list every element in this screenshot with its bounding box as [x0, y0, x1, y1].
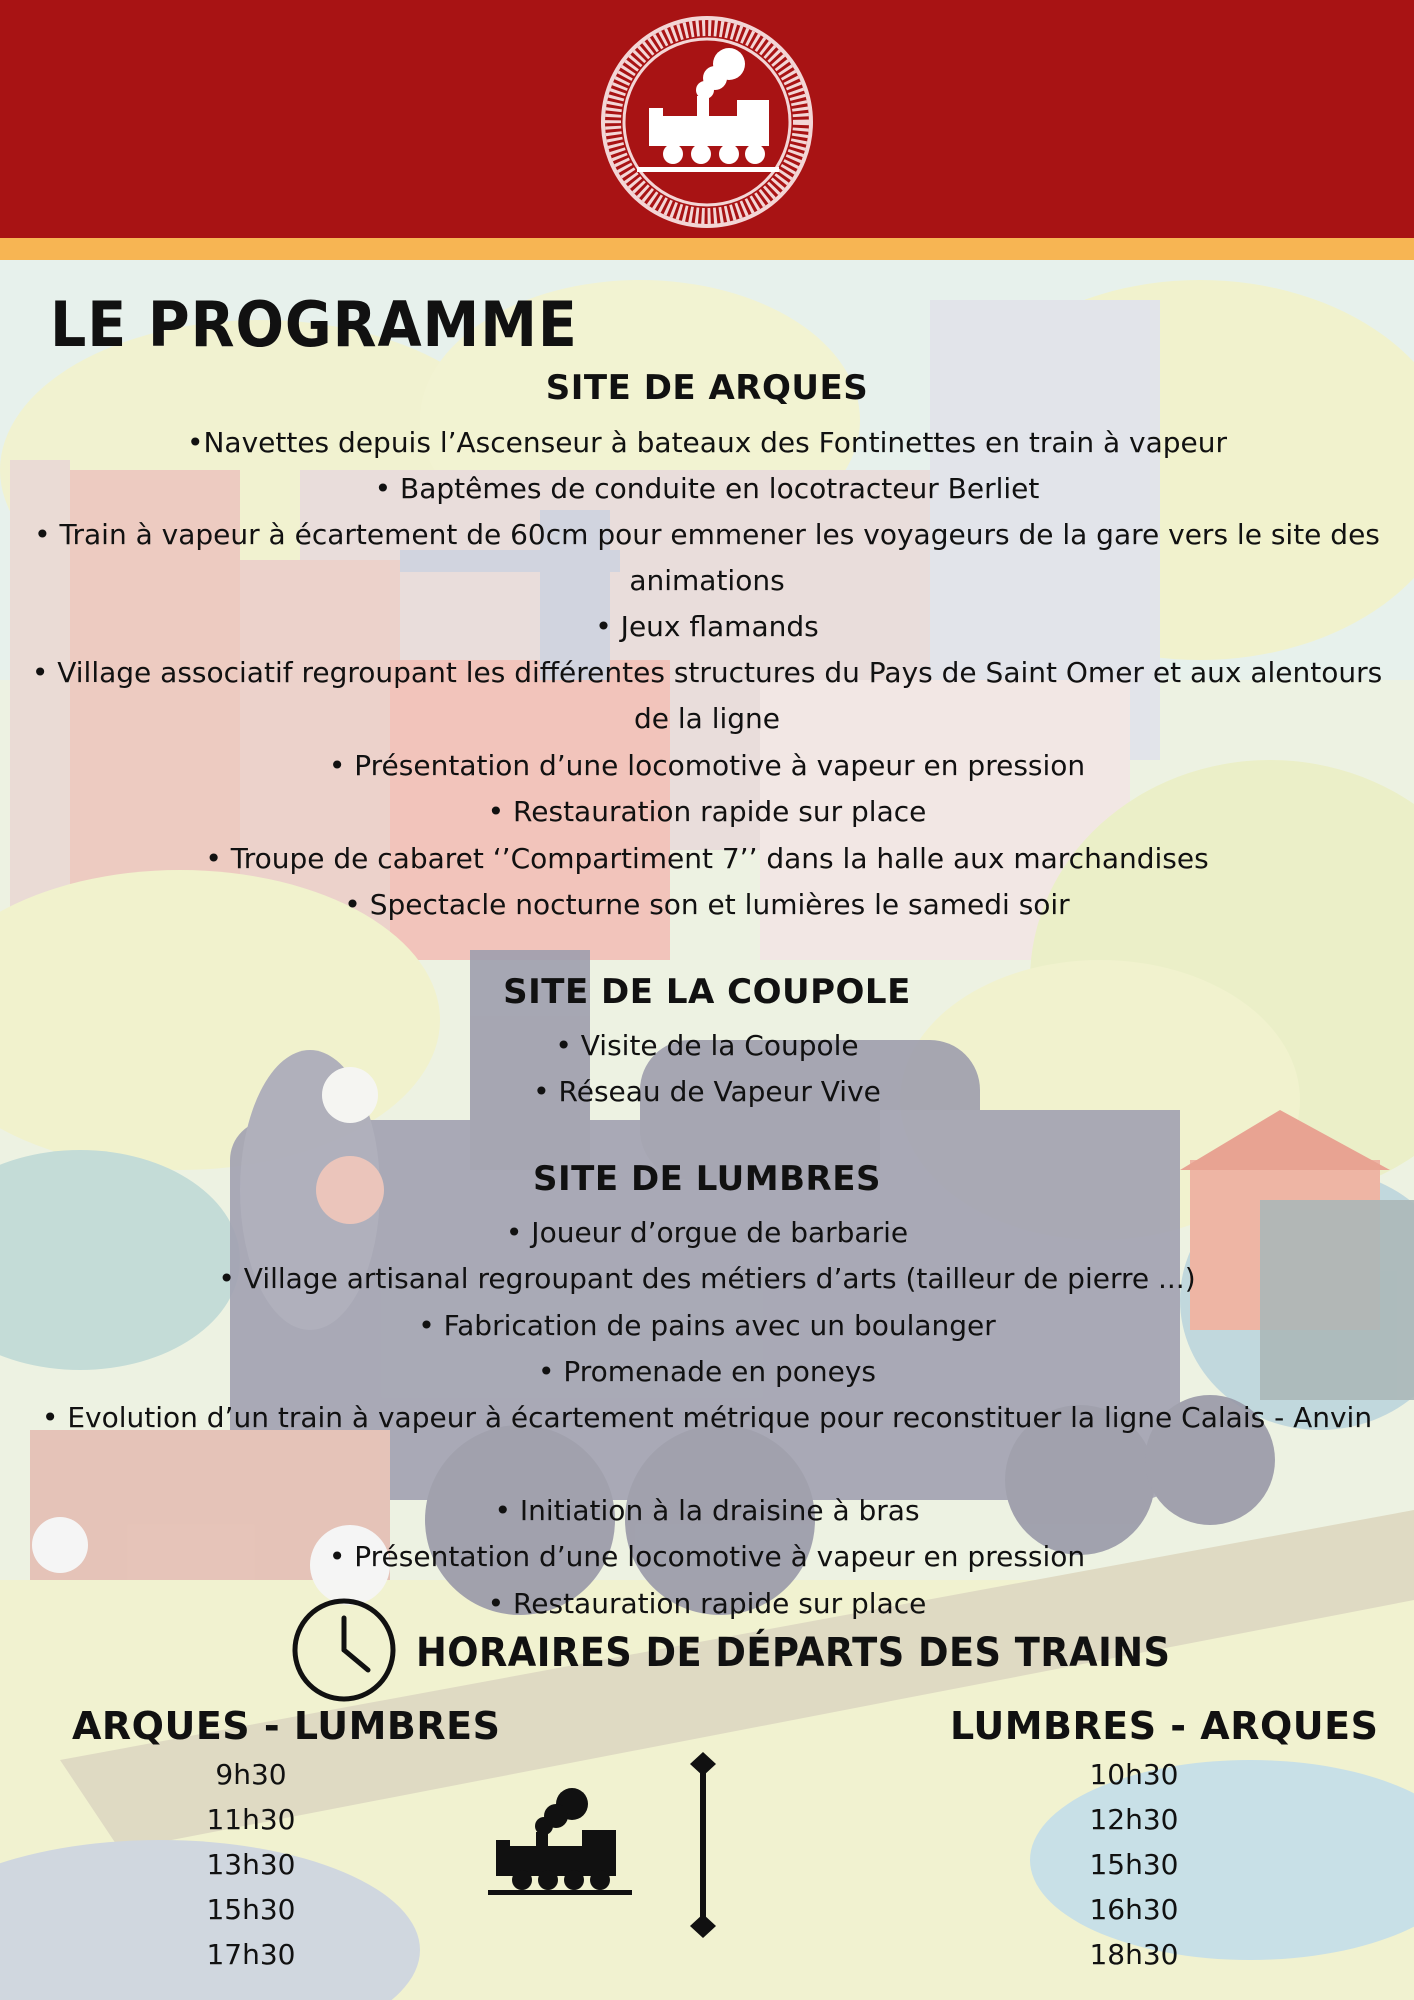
departure-time: 10h30 [1089, 1758, 1179, 1791]
departure-time: 18h30 [1089, 1938, 1179, 1971]
list-item: • Présentation d’une locomotive à vapeur en pression [328, 749, 1086, 782]
schedule-title: HORAIRES DE DÉPARTS DES TRAINS [416, 1630, 1171, 1676]
list-item: • Fabrication de pains avec un boulanger [418, 1309, 996, 1342]
list-item: • Jeux flamands [595, 610, 819, 643]
page-title: LE PROGRAMME [50, 288, 578, 361]
departure-time: 12h30 [1089, 1803, 1179, 1836]
steam-train-icon [486, 1786, 636, 1896]
list-item: • Joueur d’orgue de barbarie [505, 1216, 909, 1249]
list-item: • Restauration rapide sur place [487, 795, 927, 828]
departure-time: 9h30 [215, 1758, 287, 1791]
list-item: • Spectacle nocturne son et lumières le samedi soir [344, 888, 1070, 921]
list-item: • Réseau de Vapeur Vive [533, 1075, 881, 1108]
list-item: • Evolution d’un train à vapeur à écartement métrique pour reconstituer la ligne Calais - Anvin [41, 1401, 1373, 1434]
departure-time: 16h30 [1089, 1893, 1179, 1926]
list-item: • Train à vapeur à écartement de 60cm pour emmener les voyageurs de la gare vers le site des animations [34, 518, 1380, 597]
site-heading-arques: SITE DE ARQUES [545, 368, 869, 408]
list-item: • Village artisanal regroupant des métiers d’arts (tailleur de pierre ...) [218, 1262, 1196, 1295]
times-arques-lumbres [171, 1752, 331, 1977]
times-lumbres-arques [1054, 1752, 1214, 1977]
departure-time: 15h30 [206, 1893, 296, 1926]
list-item: • Visite de la Coupole [555, 1029, 859, 1062]
list-item: • Présentation d’une locomotive à vapeur en pression [328, 1540, 1086, 1573]
list-item: • Baptêmes de conduite en locotracteur Berliet [374, 472, 1040, 505]
list-item: • Restauration rapide sur place [487, 1587, 927, 1620]
list-item: • Troupe de cabaret ‘’Compartiment 7’’ dans la halle aux marchandises [205, 842, 1209, 875]
departure-time: 15h30 [1089, 1848, 1179, 1881]
list-item: • Promenade en poneys [537, 1355, 877, 1388]
departure-time: 11h30 [206, 1803, 296, 1836]
clock-icon [290, 1596, 398, 1704]
site-heading-coupole: SITE DE LA COUPOLE [503, 972, 911, 1012]
site-heading-lumbres: SITE DE LUMBRES [533, 1159, 881, 1199]
list-item: • Village associatif regroupant les différentes structures du Pays de Saint Omer et aux alentours de la ligne [31, 656, 1383, 735]
route-heading-arques-lumbres: ARQUES - LUMBRES [72, 1704, 501, 1748]
track-divider-icon [688, 1752, 718, 1938]
departure-time: 13h30 [206, 1848, 296, 1881]
list-item: • Initiation à la draisine à bras [494, 1494, 920, 1527]
departure-time: 17h30 [206, 1938, 296, 1971]
route-heading-lumbres-arques: LUMBRES - ARQUES [950, 1704, 1379, 1748]
list-item: •Navettes depuis l’Ascenseur à bateaux des Fontinettes en train à vapeur [186, 426, 1228, 459]
